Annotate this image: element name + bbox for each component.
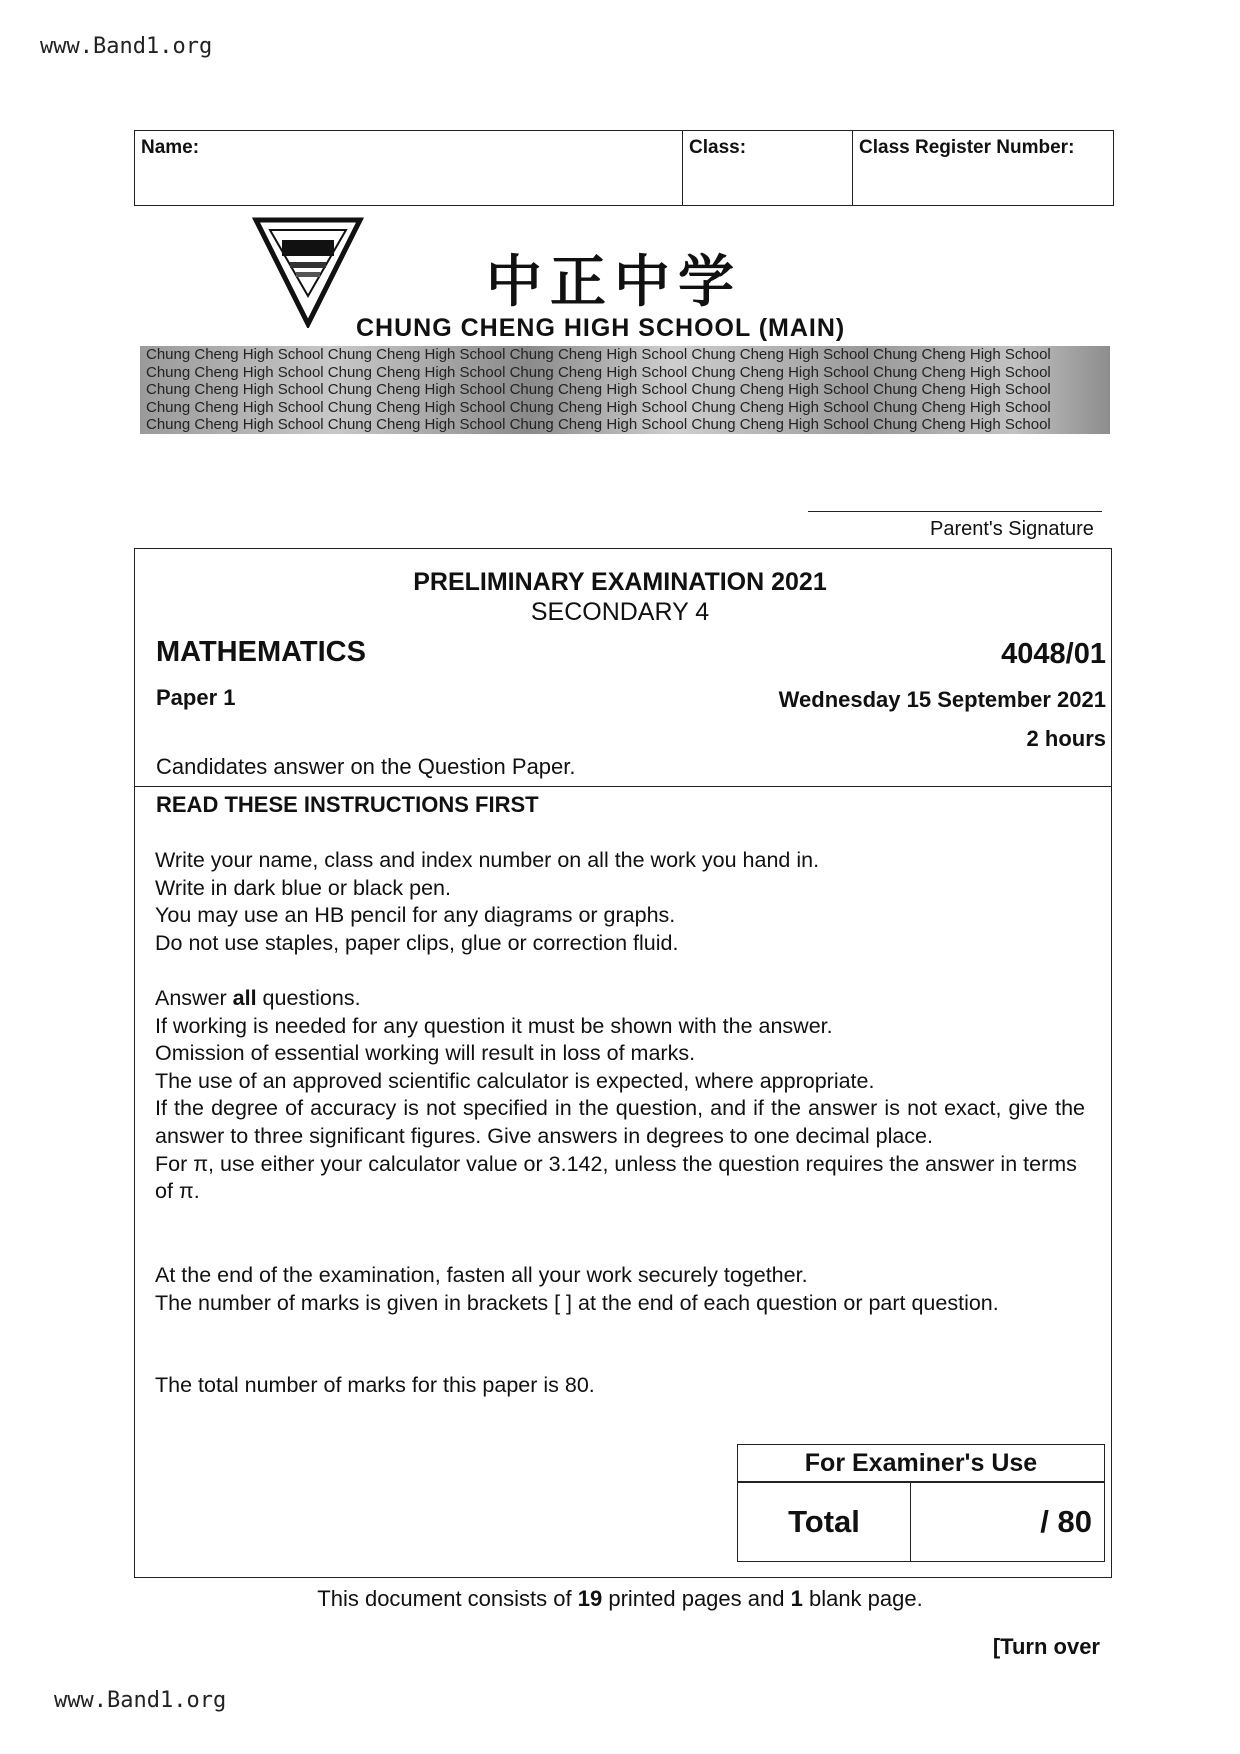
page-count-note xyxy=(0,1586,1240,1612)
subject-title: MATHEMATICS xyxy=(156,636,366,668)
pages-post: blank page. xyxy=(802,1586,923,1611)
school-english-name: CHUNG CHENG HIGH SCHOOL (MAIN) xyxy=(356,314,846,342)
turn-over: [Turn over xyxy=(992,1634,1100,1659)
section-divider xyxy=(134,786,1112,787)
instruction-line: Omission of essential working will result in loss of marks. xyxy=(155,1041,696,1066)
exam-date: Wednesday 15 September 2021 xyxy=(778,687,1106,712)
answer-pre: Answer xyxy=(155,986,233,1010)
signature-line[interactable] xyxy=(808,511,1102,512)
name-label: Name: xyxy=(141,137,200,158)
examiner-use-table xyxy=(737,1444,1105,1562)
pages-pre: This document consists of xyxy=(317,1586,578,1611)
paper-number: Paper 1 xyxy=(156,685,236,710)
class-label: Class: xyxy=(689,137,747,158)
banner-line: Chung Cheng High School Chung Cheng High School Chung Cheng High School Chung Cheng High School Chung Cheng High School xyxy=(146,363,1051,381)
parent-signature-label: Parent's Signature xyxy=(930,518,1094,540)
watermark-top: www.Band1.org xyxy=(40,34,213,59)
paper-code: 4048/01 xyxy=(1001,638,1106,670)
blank-num: 1 xyxy=(790,1586,803,1611)
instruction-line: Write your name, class and index number on all the work you hand in. xyxy=(155,848,820,872)
pages-mid: printed pages and xyxy=(602,1586,791,1611)
examiner-total-row xyxy=(738,1483,1104,1561)
class-field[interactable] xyxy=(683,131,853,205)
exam-duration: 2 hours xyxy=(1026,726,1106,751)
instruction-line: The use of an approved scientific calculator is expected, where appropriate. xyxy=(155,1068,875,1093)
instruction-line: At the end of the examination, fasten all your work securely together. xyxy=(155,1263,808,1287)
school-chinese-name: 中正中学 xyxy=(486,249,742,315)
watermark-bottom: www.Band1.org xyxy=(54,1688,227,1713)
school-crest-logo xyxy=(252,216,364,328)
register-label: Class Register Number: xyxy=(859,137,1075,158)
instruction-line: For π, use either your calculator value or 3.142, unless the question requires the answer in terms of π. xyxy=(155,1151,1077,1204)
exam-title: PRELIMINARY EXAMINATION 2021 xyxy=(413,568,827,596)
instructions-block-2 xyxy=(155,985,1085,1206)
instructions-block-1 xyxy=(155,847,1085,957)
banner-line: Chung Cheng High School Chung Cheng High School Chung Cheng High School Chung Cheng High School Chung Cheng High School xyxy=(146,346,1051,363)
answer-note: Candidates answer on the Question Paper. xyxy=(156,754,576,779)
exam-level: SECONDARY 4 xyxy=(530,598,710,626)
instruction-line: You may use an HB pencil for any diagrams or graphs. xyxy=(155,903,676,928)
instruction-line: The number of marks is given in brackets [ ] at the end of each question or part question. xyxy=(155,1290,999,1315)
pages-num: 19 xyxy=(577,1586,603,1611)
instructions-heading: READ THESE INSTRUCTIONS FIRST xyxy=(156,792,539,817)
banner-line: Chung Cheng High School Chung Cheng High School Chung Cheng High School Chung Cheng High School Chung Cheng High School xyxy=(146,381,1051,399)
instruction-line: Write in dark blue or black pen. xyxy=(155,875,451,900)
total-marks-note: The total number of marks for this paper is 80. xyxy=(155,1373,595,1397)
answer-post: questions. xyxy=(256,986,361,1010)
instruction-line: Do not use staples, paper clips, glue or correction fluid. xyxy=(155,930,679,955)
answer-all-bold: all xyxy=(232,986,257,1010)
total-label: Total xyxy=(738,1483,911,1561)
student-info-table xyxy=(134,130,1114,206)
examiner-heading: For Examiner's Use xyxy=(738,1445,1104,1483)
name-field[interactable] xyxy=(135,131,683,205)
instruction-line: If the degree of accuracy is not specified in the question, and if the answer is not exact, give the answer to three significant figures. Give answers in degrees to one decimal place. xyxy=(155,1096,1085,1148)
banner-line: Chung Cheng High School Chung Cheng High School Chung Cheng High School Chung Cheng High School Chung Cheng High School xyxy=(146,416,1051,434)
instructions-block-3 xyxy=(155,1262,1085,1317)
banner-line: Chung Cheng High School Chung Cheng High School Chung Cheng High School Chung Cheng High School Chung Cheng High School xyxy=(146,398,1051,416)
register-number-field[interactable] xyxy=(853,131,1113,205)
instruction-line: If working is needed for any question it must be shown with the answer. xyxy=(155,1013,833,1038)
instruction-line xyxy=(155,985,1085,1013)
school-name-banner xyxy=(140,346,1110,434)
total-value: / 80 xyxy=(1040,1504,1092,1539)
